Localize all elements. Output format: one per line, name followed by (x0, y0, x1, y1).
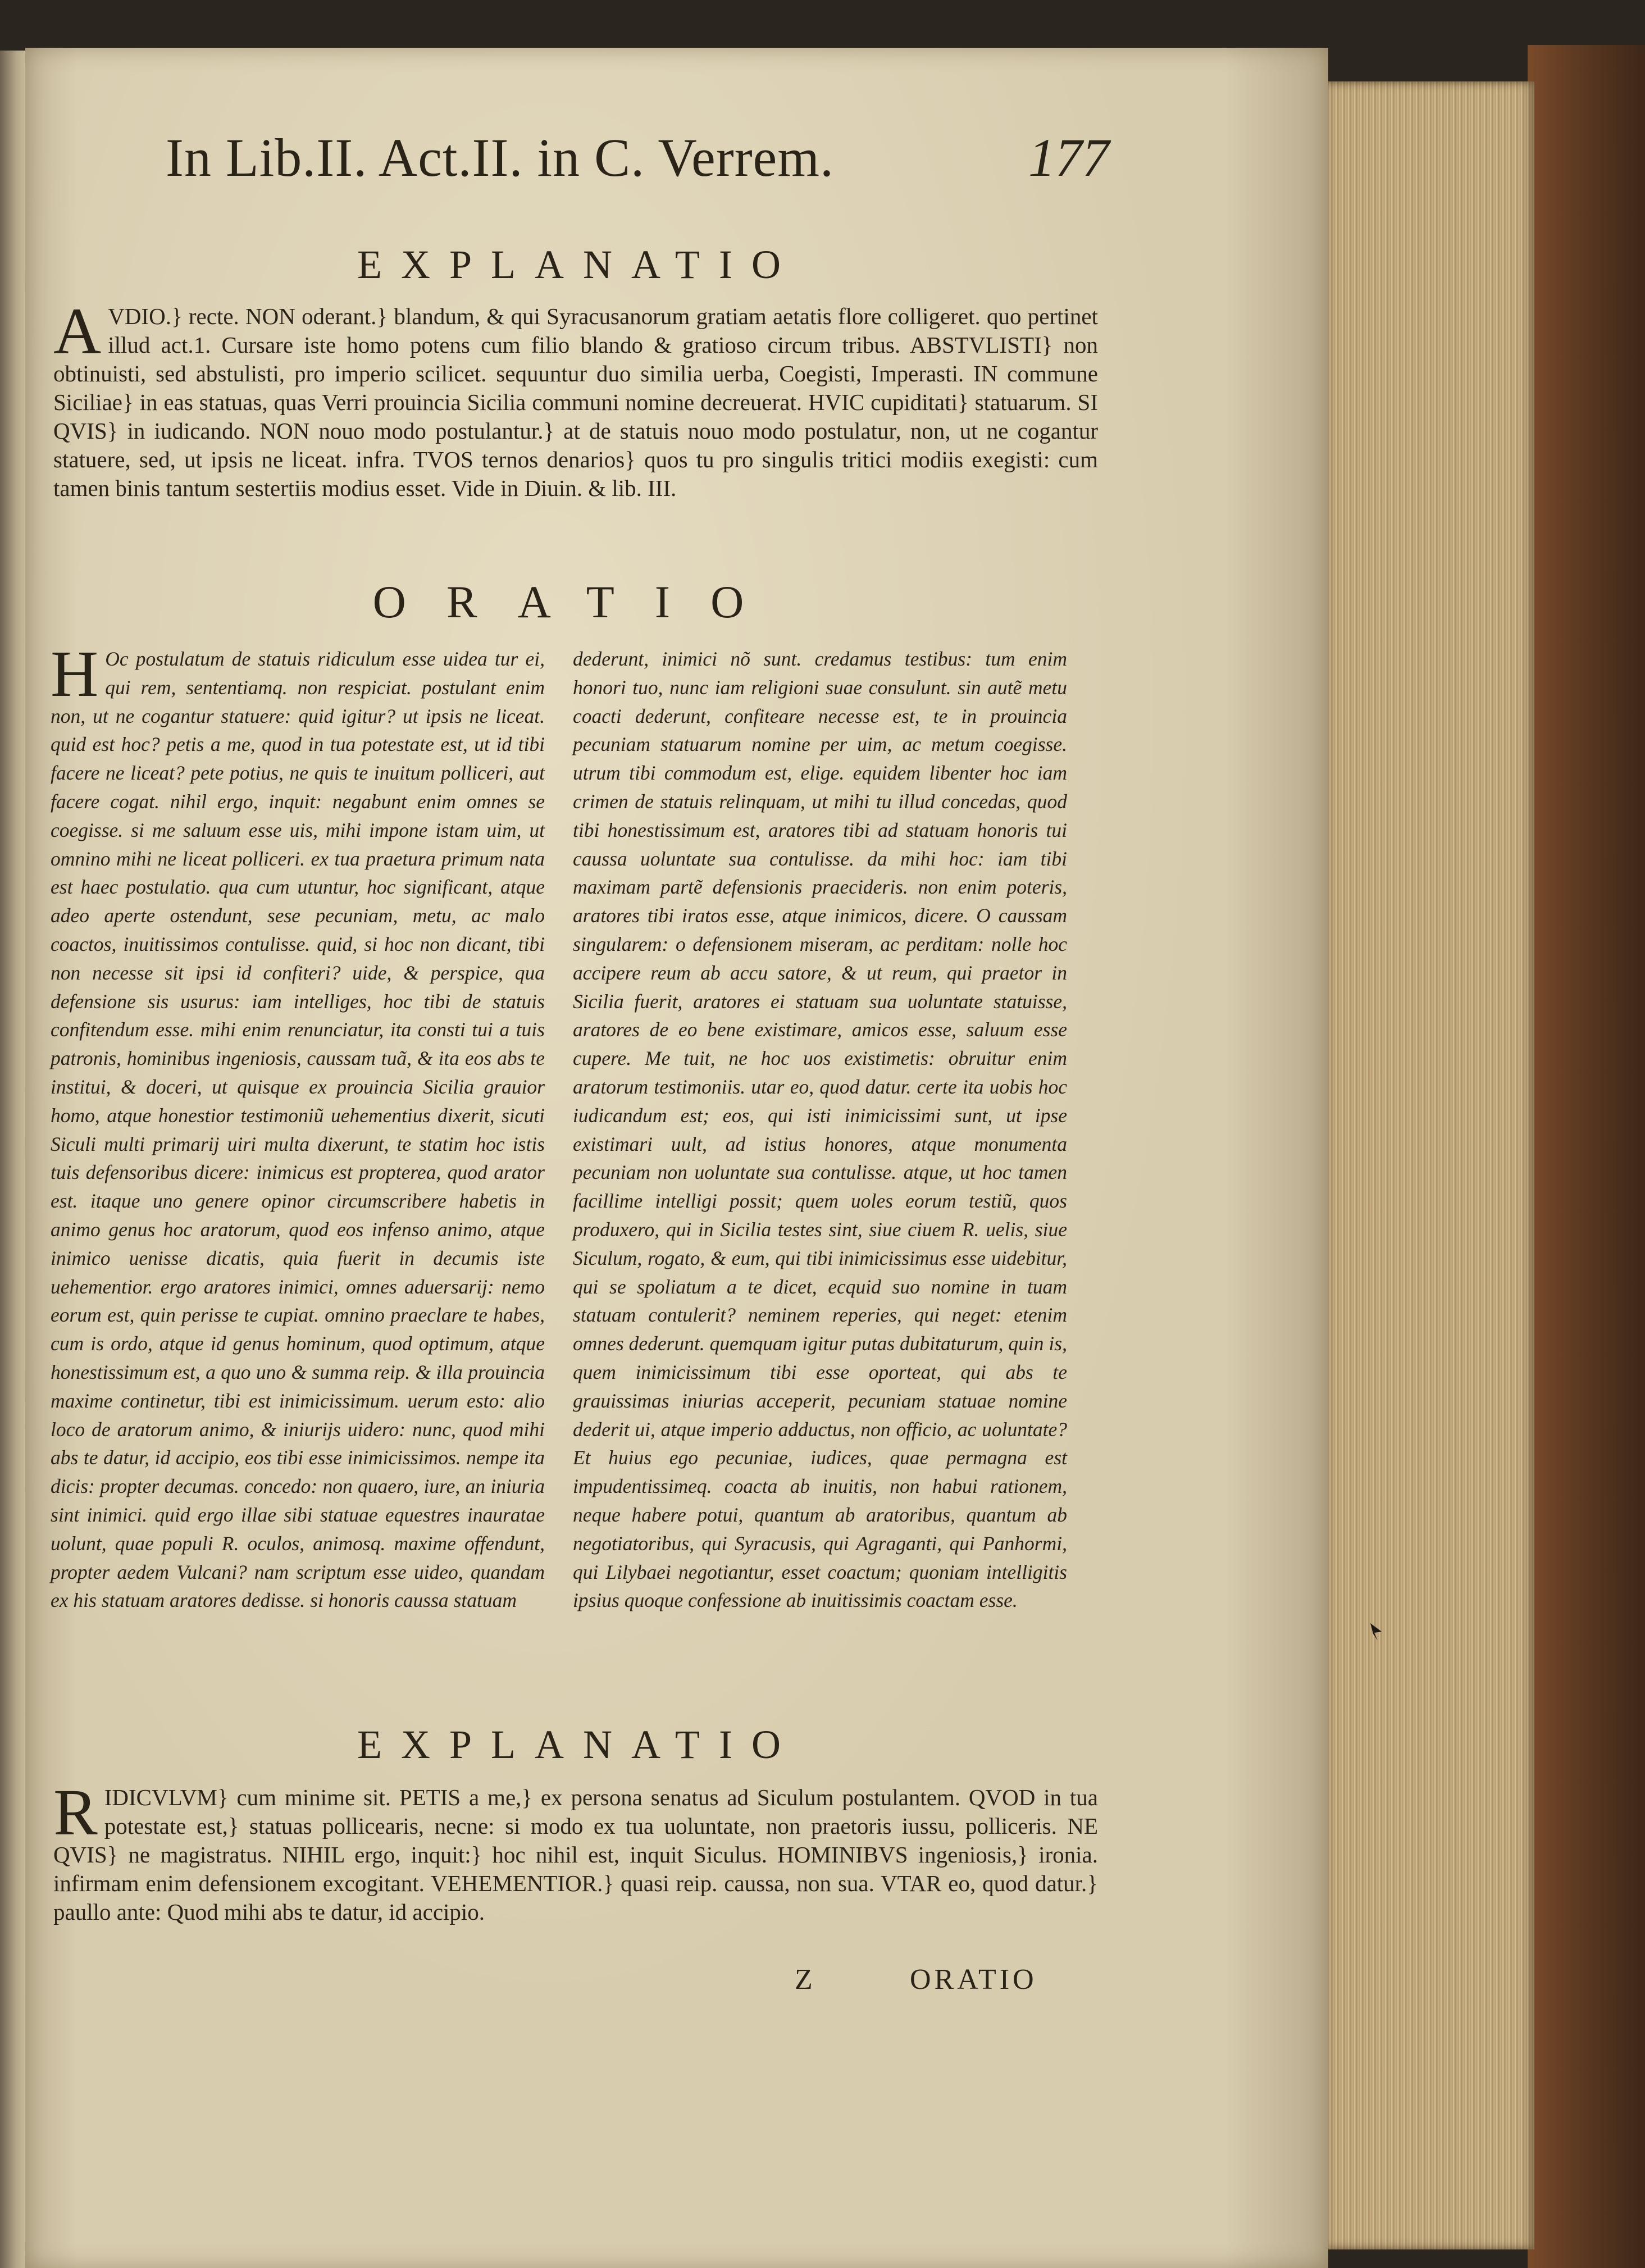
page-fore-edge (1321, 81, 1534, 2249)
explanatio-body-2: IDICVLVM} cum minime sit. PETIS a me,} ex persona senatus ad Siculum postulantem. QVOD in tua potestate est,} statuas pollicearis, necne: si modo ex tua uoluntate, non praetoris iussu, polliceris. NE QVIS} ne magistratus. NIHIL ergo, inquit:} hoc nihil est, inquit Siculus. HOMINIBVS ingeniosis,} ironia. infirmam enim defensionem excogitant. VEHEMENTIOR.} quasi reip. caussa, non sua. VTAR eo, quod datur.} paullo ante: Quod mihi abs te datur, id accipio. (53, 1784, 1098, 1925)
explanatio-heading-1: EXPLANATIO (357, 242, 800, 287)
explanatio-text-1 (53, 294, 1098, 503)
book-cover (1528, 45, 1645, 2268)
explanatio-heading-2: EXPLANATIO (357, 1722, 800, 1767)
dropcap-r: R (53, 1775, 98, 1849)
explanatio-text-2 (53, 1775, 1098, 1927)
running-head (166, 126, 1109, 199)
page-number: 177 (1028, 127, 1109, 188)
catchword: ORATIO (910, 1964, 1037, 1996)
dropcap-a: A (53, 294, 102, 368)
explanatio-body-1: VDIO.} recte. NON oderant.} blandum, & qui Syracusanorum gratiam aetatis flore colligeret. quo pertinet illud act.1. Cursare iste homo potens cum filio blando & gratioso circum tribus. ABSTVLISTI} non obtinuisti, sed abstulisti, pro imperio scilicet. sequuntur duo similia uerba, Coegisti, Imperasti. IN commune Siciliae} in eas statuas, quas Verri prouincia Sicilia communi nomine decreuerat. HVIC cupiditati} statuarum. SI QVIS} in iudicando. NON nouo modo postulantur.} at de statuis nouo modo postulatur, non, ut ne cogantur statuere, sed, ut ipsis ne liceat. infra. TVOS ternos denarios} quos tu pro singulis tritici modiis exegisti: cum tamen binis tantum sestertiis modius esset. Vide in Diuin. & lib. III. (53, 303, 1098, 501)
oratio-right-text: dederunt, inimici nõ sunt. credamus testibus: tum enim honori tuo, nunc iam religioni suae consulunt. sin autẽ metu coacti dederunt, confiteare necesse est, te in prouincia pecuniam statuarum nomine per uim, ac metum coegisse. utrum tibi commodum est, elige. equidem libenter hoc iam crimen de statuis relinquam, ut mihi tu illud concedas, quod tibi honestissimum est, aratores tibi ad statuam honoris tui caussa uoluntate sua contulisse. da mihi hoc: iam tibi maximam partẽ defensionis praecideris. non enim poteris, aratores tibi iratos esse, atque inimicos, dicere. O caussam singularem: o defensionem miseram, ac perditam: nolle hoc accipere reum ab accu satore, & ut reum, qui praetor in Sicilia fuerit, aratores ei statuam sua uoluntate statuisse, aratores de eo bene existimare, amicos esse, saluum esse cupere. Me tuit, ne hoc uos existimetis: obruitur enim aratorum testimoniis. utar eo, quod datur. certe ita uobis hoc iudicandum est; eos, qui isti inimicissimi sunt, ut ipse existimari uult, ad istius honores, atque monumenta pecuniam non uoluntate sua contulisse. atque, ut hoc tamen facillime intelligi possit; quem uoles eorum testiũ, quos produxero, qui in Sicilia testes sint, siue ciuem R. uelis, siue Siculum, rogato, & eum, qui tibi inimicissimus esse uidebitur, qui se spoliatum a te dicet, ecquid suo nomine in tuam statuam contulerit? neminem reperies, qui neget: etenim omnes dederunt. quemquam igitur putas dubitaturum, quin is, quem inimicissimum tibi esse oporteat, qui abs te grauissimas iniurias acceperit, pecuniam statuae nomine dederit ui, atque imperio adductus, non officio, ac uoluntate? Et huius ego pecuniae, iudices, quae permagna est impudentissimeq. coacta ab inuitis, non habui rationem, neque habere potui, quantum ab aratoribus, quantum ab negotiatoribus, qui Syracusis, qui Agraganti, qui Panhormi, qui Lilybaei negotiantur, esset coactum; quoniam intelligitis ipsius quoque confessione ab inuitissimis coactam esse. (573, 648, 1067, 1612)
oratio-left-text: Oc postulatum de statuis ridiculum esse uidea tur ei, qui rem, sententiamq. non respiciat. postulant enim non, ut ne cogantur statuere: quid igitur? ut ipsis ne liceat. quid est hoc? petis a me, quod in tua potestate est, ut id tibi facere ne liceat? pete potius, ne quis te inuitum polliceri, aut facere cogat. nihil ergo, inquit: negabunt enim omnes se coegisse. si me saluum esse uis, mihi impone istam uim, ut omnino mihi ne liceat polliceri. ex tua praetura primum nata est haec postulatio. qua cum utuntur, hoc significant, atque adeo aperte ostendunt, sese pecuniam, metu, ac malo coactos, inuitissimos contulisse. quid, si hoc non dicant, tibi non necesse sit ipsi id confiteri? uide, & perspice, qua defensione sis usurus: iam intelliges, hoc tibi de statuis confitendum esse. mihi enim renunciatur, ita consti tui a tuis patronis, hominibus ingeniosis, caussam tuã, & ita eos abs te institui, & doceri, ut quisque ex prouincia Sicilia grauior homo, atque honestior testimoniũ uehementius dixerit, sicuti Siculi multi primarij uiri multa dixerunt, te statim hoc istis tuis defensoribus dicere: inimicus est propterea, quod arator est. itaque uno genere opinor circumscribere habetis in animo genus hoc aratorum, quod eos infenso animo, atque inimico uenisse dicatis, quia fuerit in decumis iste uehementior. ergo aratores inimici, omnes aduersarij: nemo eorum est, quin perisse te cupiat. omnino praeclare te habes, cum is ordo, atque id genus hominum, quod optimum, atque honestissimum est, a quo uno & summa reip. & illa prouincia maxime continetur, tibi est inimicissimum. uerum esto: alio loco de aratorum animo, & iniurijs uidero: nunc, quod mihi abs te datur, id accipio, eos tibi esse inimicissimos. nempe ita dicis: propter decumas. concedo: non quaero, iure, an iniuria sint inimici. quid ergo illae sibi statuae equestres inauratae uolunt, quae populi R. oculos, animosq. maxime offendunt, propter aedem Vulcani? nam scriptum esse uideo, quandam ex his statuam aratores dedisse. si honoris caussa statuam (51, 648, 545, 1612)
running-head-title: In Lib.II. Act.II. in C. Verrem. (166, 127, 834, 188)
signature-mark: Z (795, 1964, 815, 1996)
dropcap-h: H (51, 637, 99, 711)
previous-page-edge (0, 51, 28, 2268)
oratio-left-column (51, 637, 545, 1615)
oratio-right-column (573, 645, 1067, 1615)
oratio-heading: ORATIO (372, 576, 785, 627)
ink-blot-icon (1368, 1620, 1384, 1643)
